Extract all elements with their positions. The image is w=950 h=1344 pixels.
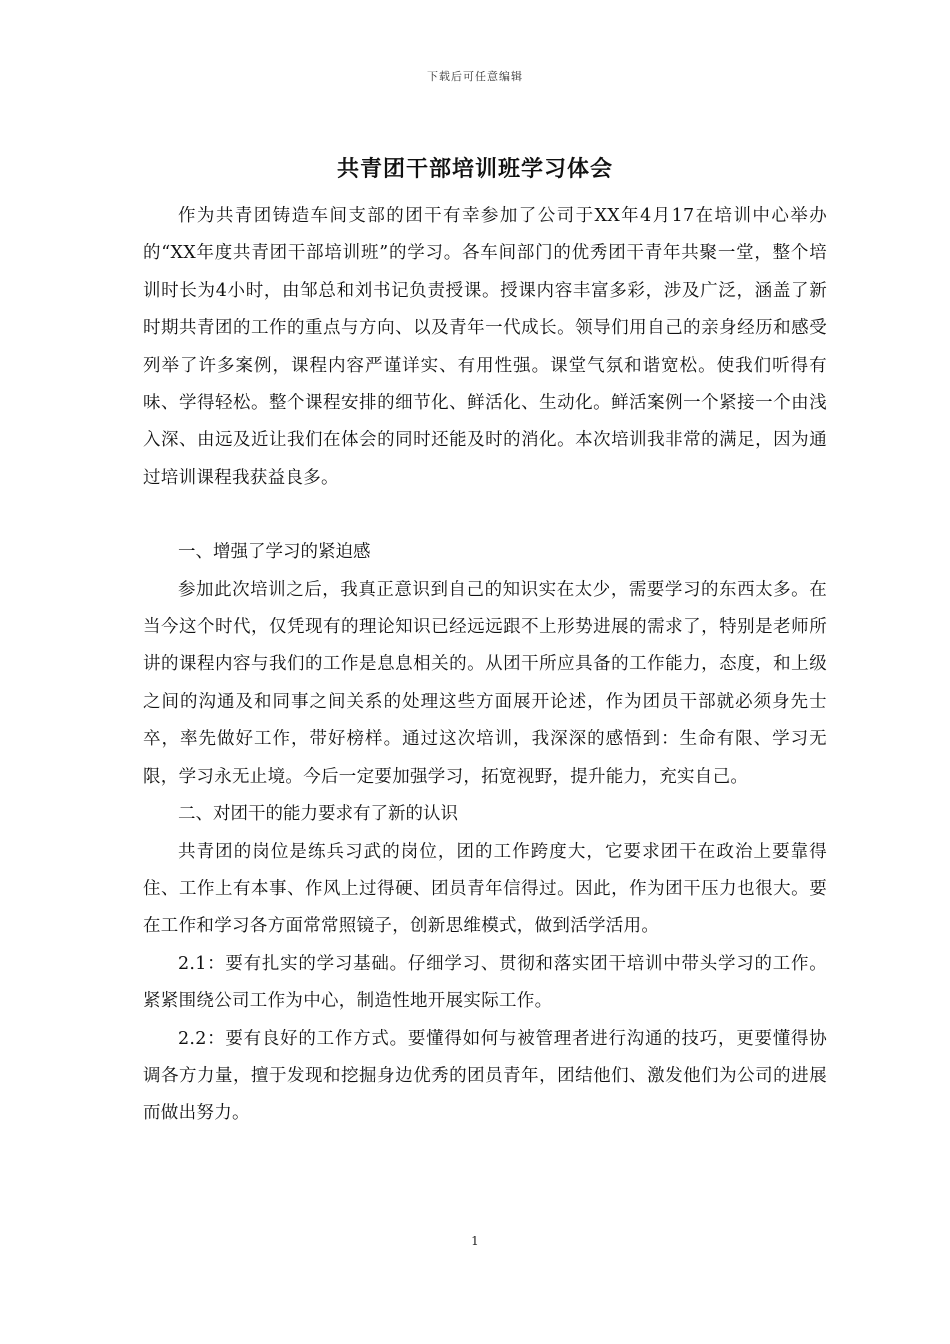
section-heading-1: 一、增强了学习的紧迫感 [178,542,371,563]
page-number: 1 [471,1234,479,1248]
point-2-2-paragraph: 2.2：要有良好的工作方式。要懂得如何与被管理者进行沟通的技巧，更要懂得协调各方力量，擅于发现和挖掘身边优秀的团员青年，团结他们、激发他们为公司的进展而做出努力。 [143,1028,827,1124]
header-note: 下载后可任意编辑 [427,70,523,83]
section-heading-2: 二、对团干的能力要求有了新的认识 [178,804,458,825]
section-1-paragraph: 参加此次培训之后，我真正意识到自己的知识实在太少，需要学习的东西太多。在当今这个时代，仅凭现有的理论知识已经远远跟不上形势进展的需求了，特别是老师所讲的课程内容与我们的工作是息息相关的。从团干所应具备的工作能力，态度，和上级之间的沟通及和同事之间关系的处理这些方面展开论述，作为团员干部就必须身先士卒，率先做好工作，带好榜样。通过这次培训，我深深的感悟到：生命有限、学习无限，学习永无止境。今后一定要加强学习，拓宽视野，提升能力，充实自己。 [143,579,827,787]
document-body [143,198,827,1133]
intro-paragraph: 作为共青团铸造车间支部的团干有幸参加了公司于XX年4月17在培训中心举办的“XX年度共青团干部培训班”的学习。各车间部门的优秀团干青年共聚一堂，整个培训时长为4小时，由邹总和刘书记负责授课。授课内容丰富多彩，涉及广泛，涵盖了新时期共青团的工作的重点与方向、以及青年一代成长。领导们用自己的亲身经历和感受列举了许多案例，课程内容严谨详实、有用性强。课堂气氛和谐宽松。使我们听得有味、学得轻松。整个课程安排的细节化、鲜活化、生动化。鲜活案例一个紧接一个由浅入深、由远及近让我们在体会的同时还能及时的消化。本次培训我非常的满足，因为通过培训课程我获益良多。 [143,206,827,488]
point-2-1-paragraph: 2.1：要有扎实的学习基础。仔细学习、贯彻和落实团干培训中带头学习的工作。紧紧围绕公司工作为中心，制造性地开展实际工作。 [143,953,827,1012]
document-title: 共青团干部培训班学习体会 [336,156,613,182]
paragraph-gap [143,497,827,534]
section-2-paragraph: 共青团的岗位是练兵习武的岗位，团的工作跨度大，它要求团干在政治上要靠得住、工作上有本事、作风上过得硬、团员青年信得过。因此，作为团干压力也很大。要在工作和学习各方面常常照镜子，创新思维模式，做到活学活用。 [143,841,827,937]
